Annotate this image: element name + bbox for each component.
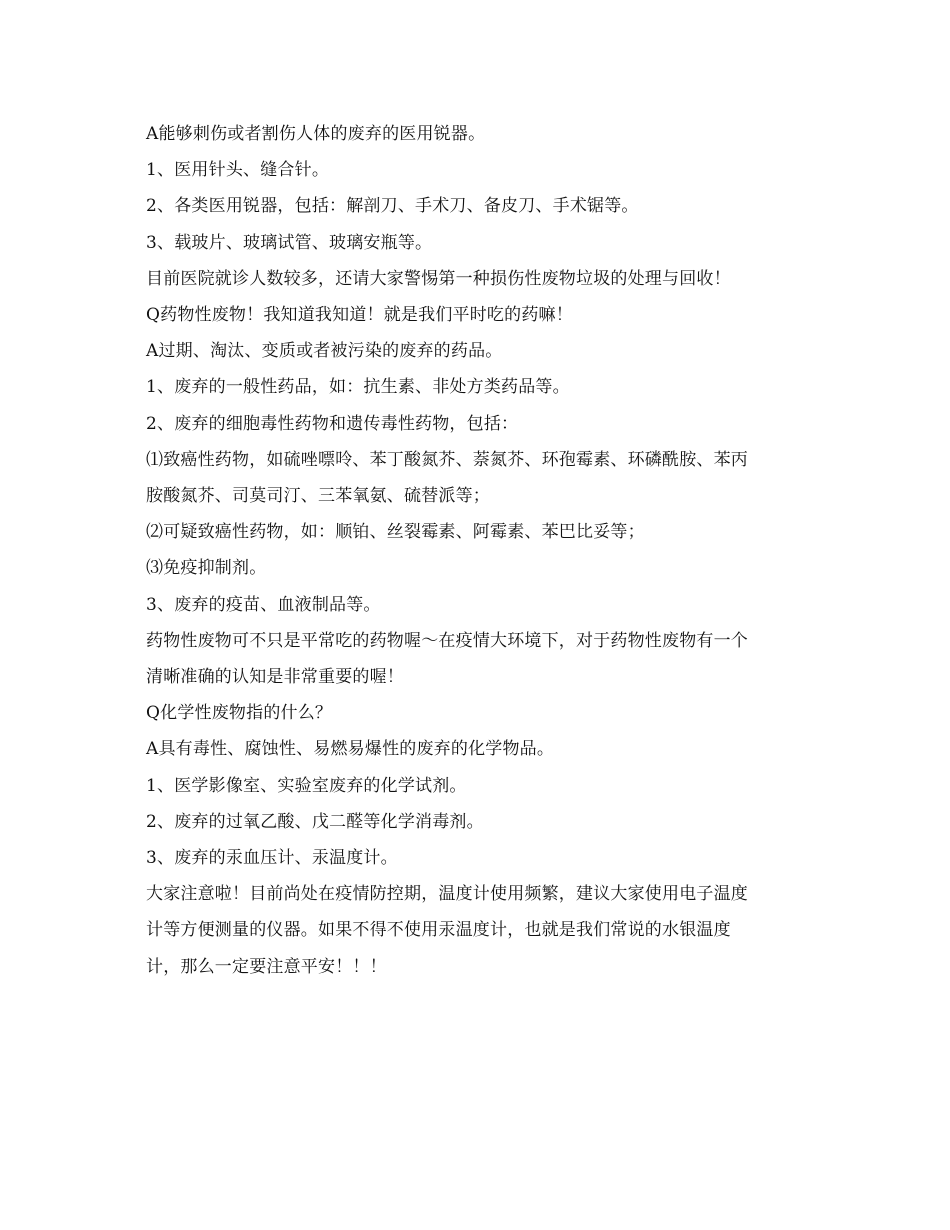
text-line: A具有毒性、腐蚀性、易燃易爆性的废弃的化学物品。	[146, 739, 555, 760]
text-line: 目前医院就诊人数较多，还请大家警惕第一种损伤性废物垃圾的处理与回收！	[146, 268, 731, 289]
text-line: 胺酸氮芥、司莫司汀、三苯氧氨、硫替派等；	[146, 486, 490, 507]
text-line: 计等方便测量的仪器。如果不得不使用汞温度计，也就是我们常说的水银温度	[146, 920, 731, 941]
text-line: 药物性废物可不只是平常吃的药物喔～在疫情大环境下，对于药物性废物有一个	[146, 630, 748, 651]
text-line: ⑶免疫抑制剂。	[146, 558, 267, 579]
text-line: ⑵可疑致癌性药物，如：顺铂、丝裂霉素、阿霉素、苯巴比妥等；	[146, 522, 645, 543]
text-line: Q药物性废物！我知道我知道！就是我们平时吃的药嘛！	[146, 305, 573, 326]
text-line: 清晰准确的认知是非常重要的喔！	[146, 667, 404, 688]
text-line: A能够刺伤或者割伤人体的废弃的医用锐器。	[146, 124, 486, 144]
text-line: 大家注意啦！目前尚处在疫情防控期，温度计使用频繁，建议大家使用电子温度	[146, 884, 748, 905]
text-line: 3、废弃的疫苗、血液制品等。	[146, 594, 381, 615]
text-line: 2、废弃的细胞毒性药物和遗传毒性药物，包括：	[146, 413, 519, 434]
text-line: ⑴致癌性药物，如硫唑嘌呤、苯丁酸氮芥、萘氮芥、环孢霉素、环磷酰胺、苯丙	[146, 449, 748, 470]
text-line: Q化学性废物指的什么？	[146, 703, 333, 724]
text-line: 2、各类医用锐器，包括：解剖刀、手术刀、备皮刀、手术锯等。	[146, 196, 639, 217]
text-line: 2、废弃的过氧乙酸、戊二醛等化学消毒剂。	[146, 811, 484, 832]
text-line: 1、医学影像室、实验室废弃的化学试剂。	[146, 775, 467, 796]
text-line: 计，那么一定要注意平安！！！	[146, 956, 387, 977]
text-line: 3、载玻片、玻璃试管、玻璃安瓶等。	[146, 232, 433, 253]
document-body	[146, 116, 806, 985]
text-line: A过期、淘汰、变质或者被污染的废弃的药品。	[146, 341, 503, 362]
text-line: 1、医用针头、缝合针。	[146, 160, 330, 181]
text-line: 1、废弃的一般性药品，如：抗生素、非处方类药品等。	[146, 377, 570, 398]
text-line: 3、废弃的汞血压计、汞温度计。	[146, 848, 398, 869]
